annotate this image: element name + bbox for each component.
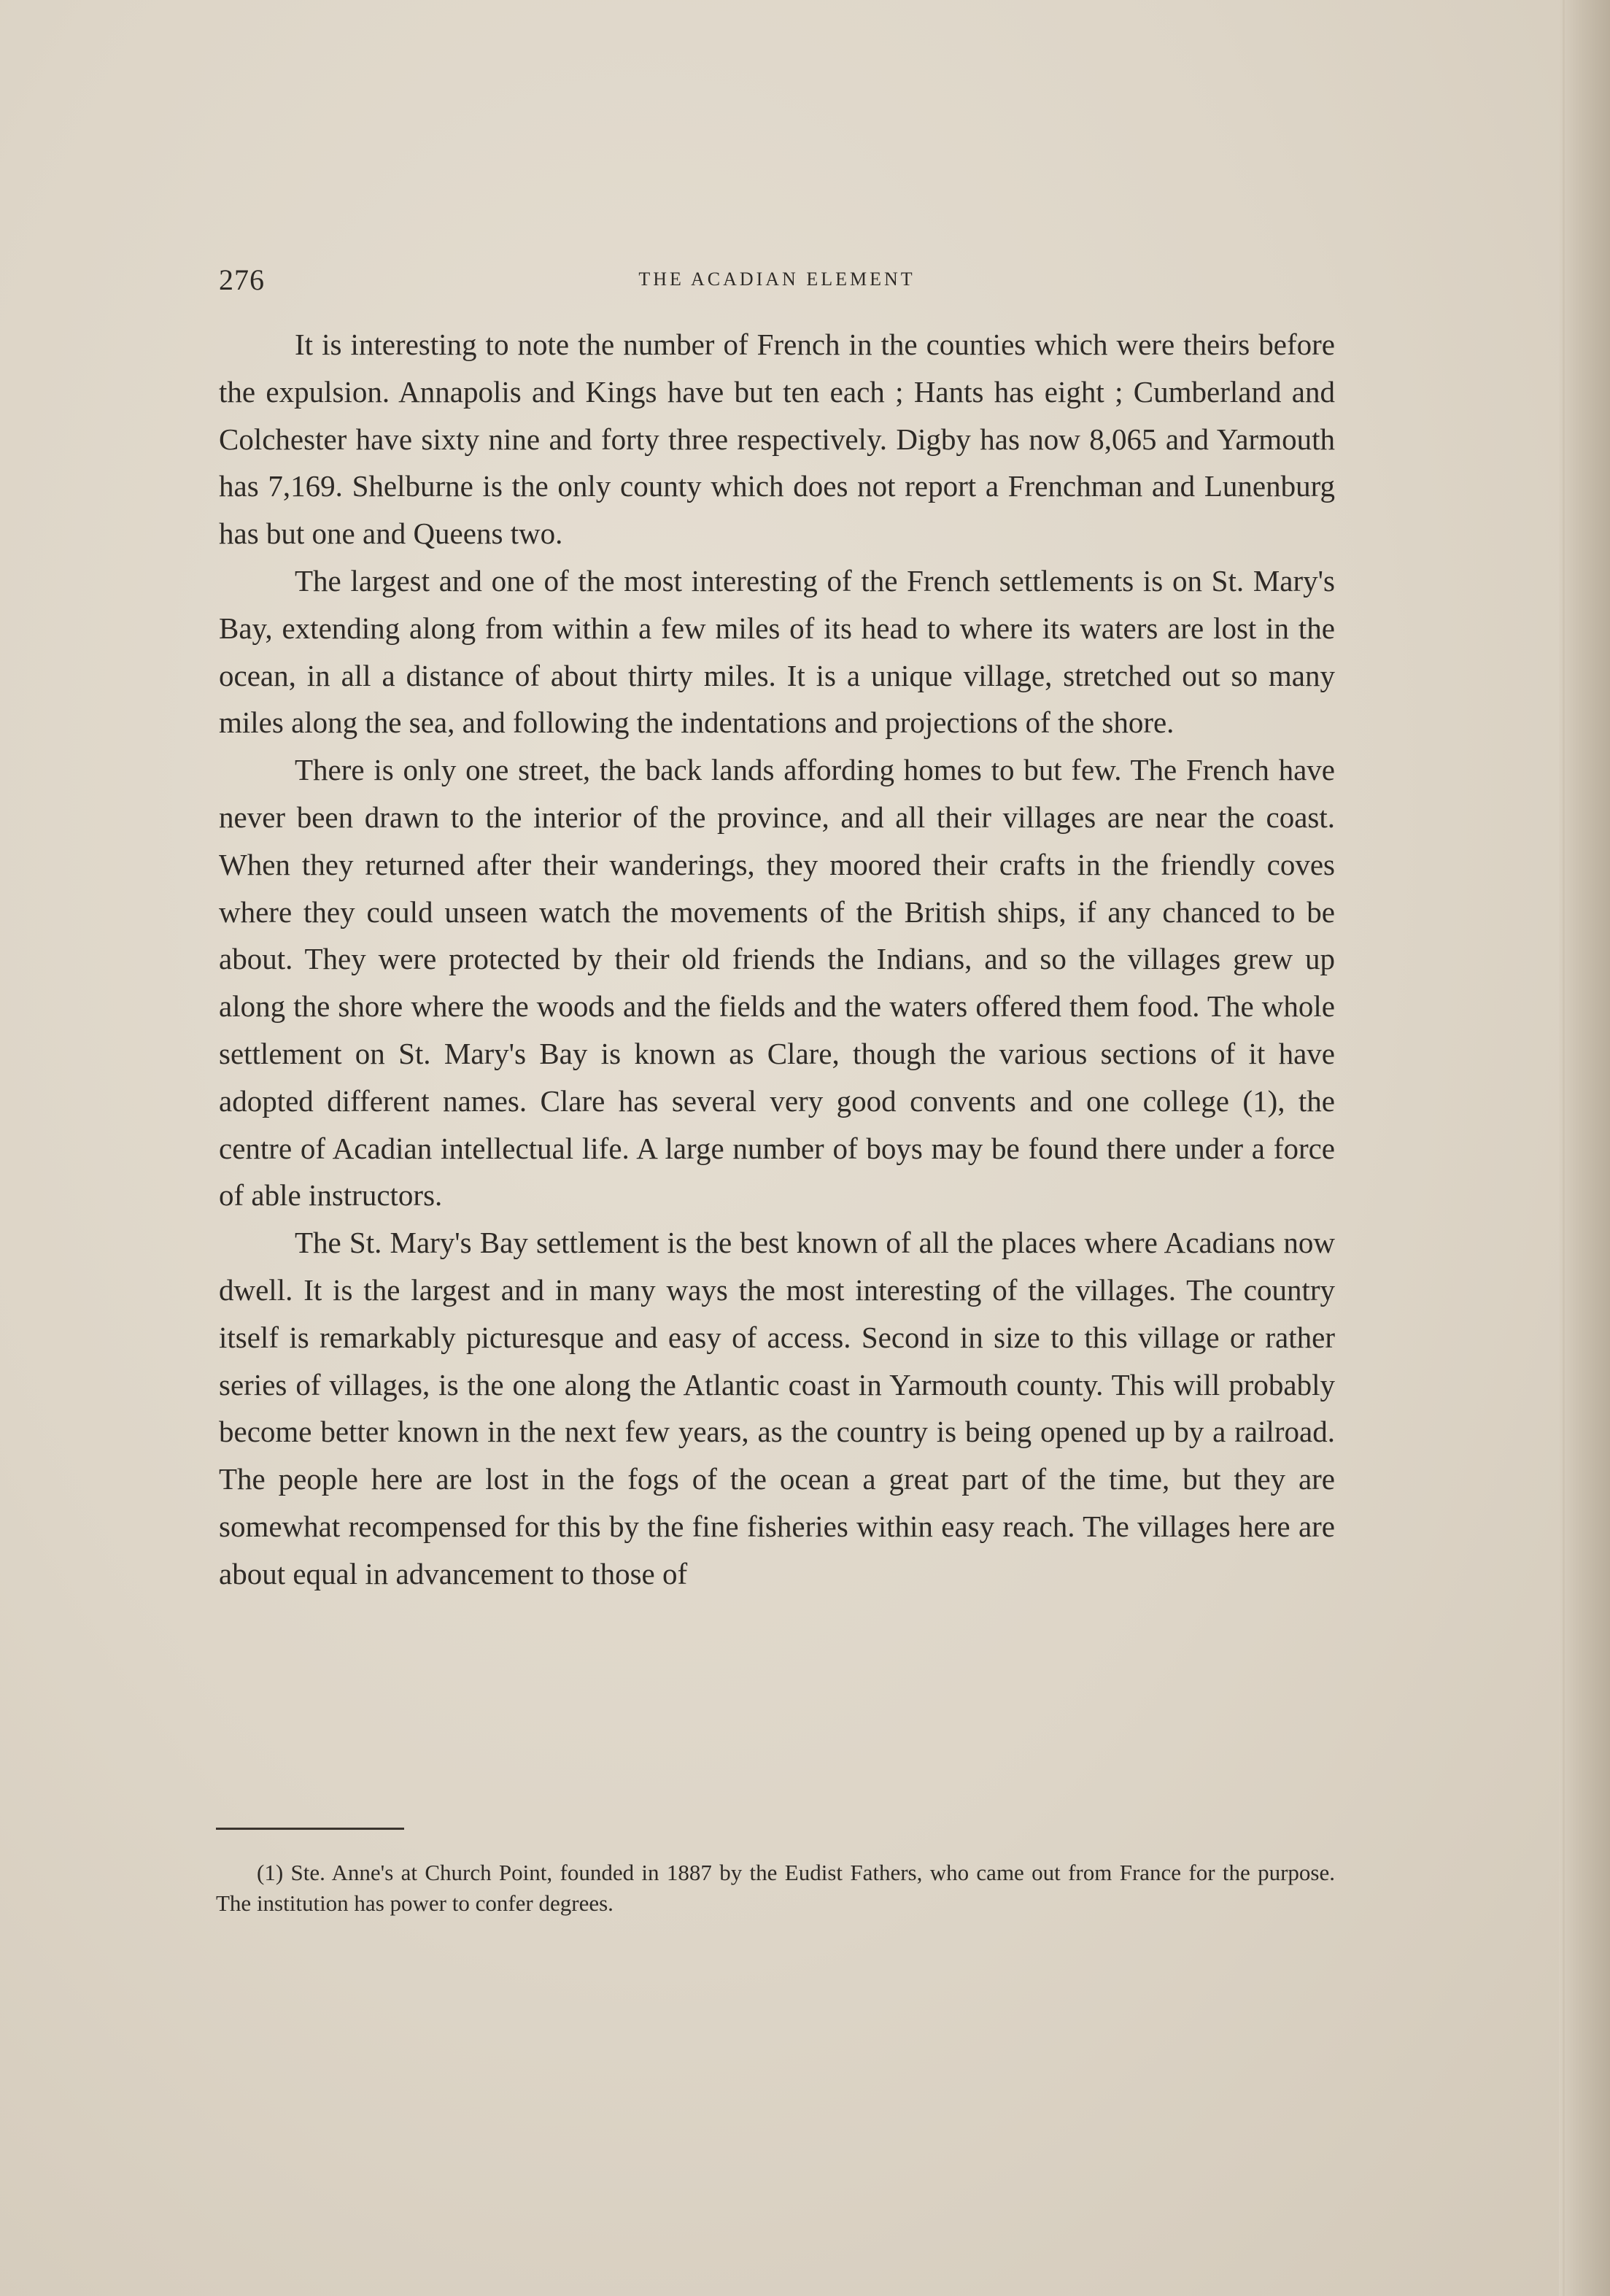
page-edge-line (1563, 0, 1565, 2296)
page-number: 276 (219, 263, 265, 296)
paragraph: The St. Mary's Bay settlement is the best known of all the places where Acadians now dwell. It is the largest and in many ways the most interesting of the villages. The country itself is remarkably picturesque and easy of access. Second in size to this village or rather series of villages, is the one along the Atlantic coast in Yarmouth county. This will probably become better known in the next few years, as the country is being opened up by a railroad. The people here are lost in the fogs of the ocean a great part of the time, but they are somewhat recompensed for this by the fine fisheries within easy reach. The villages here are about equal in advancement to those of (219, 1226, 1335, 1590)
paragraph: The largest and one of the most interesting of the French settlements is on St. Mary's Bay, extending along from within a few miles of its head to where its waters are lost in the ocean, in all a distance of about thirty miles. It is a unique village, stretched out so many miles along the sea, and following the indentations and projections of the shore. (219, 563, 1335, 740)
paragraph: It is interesting to note the number of French in the counties which were theirs before the expulsion. Annapolis and Kings have but ten each ; Hants has eight ; Cumberland and Colchester have sixty nine and forty three respectively. Digby has now 8,065 and Yarmouth has 7,169. Shelburne is the only county which does not report a Frenchman and Lunenburg has but one and Queens two. (219, 328, 1335, 551)
footnote-rule (216, 1828, 404, 1830)
footnote (216, 1858, 1335, 1919)
body-text (219, 321, 1335, 1598)
page-header (219, 263, 1335, 306)
page-edge-shadow (1559, 0, 1610, 2296)
paragraph: There is only one street, the back lands affording homes to but few. The French have never been drawn to the interior of the province, and all their villages are near the coast. When they returned after their wanderings, they moored their crafts in the friendly coves where they could unseen watch the movements of the British ships, if any chanced to be about. They were protected by their old friends the Indians, and so the villages grew up along the shore where the woods and the fields and the waters offered them food. The whole settlement on St. Mary's Bay is known as Clare, though the various sections of it have adopted different names. Clare has several very good convents and one college (1), the centre of Acadian intellectual life. A large number of boys may be found there under a force of able instructors. (219, 753, 1335, 1213)
running-head: THE ACADIAN ELEMENT (638, 268, 916, 290)
footnote-text: (1) Ste. Anne's at Church Point, founded in 1887 by the Eudist Fathers, who came out from France for the purpose. The institution has power to confer degrees. (216, 1860, 1335, 1916)
